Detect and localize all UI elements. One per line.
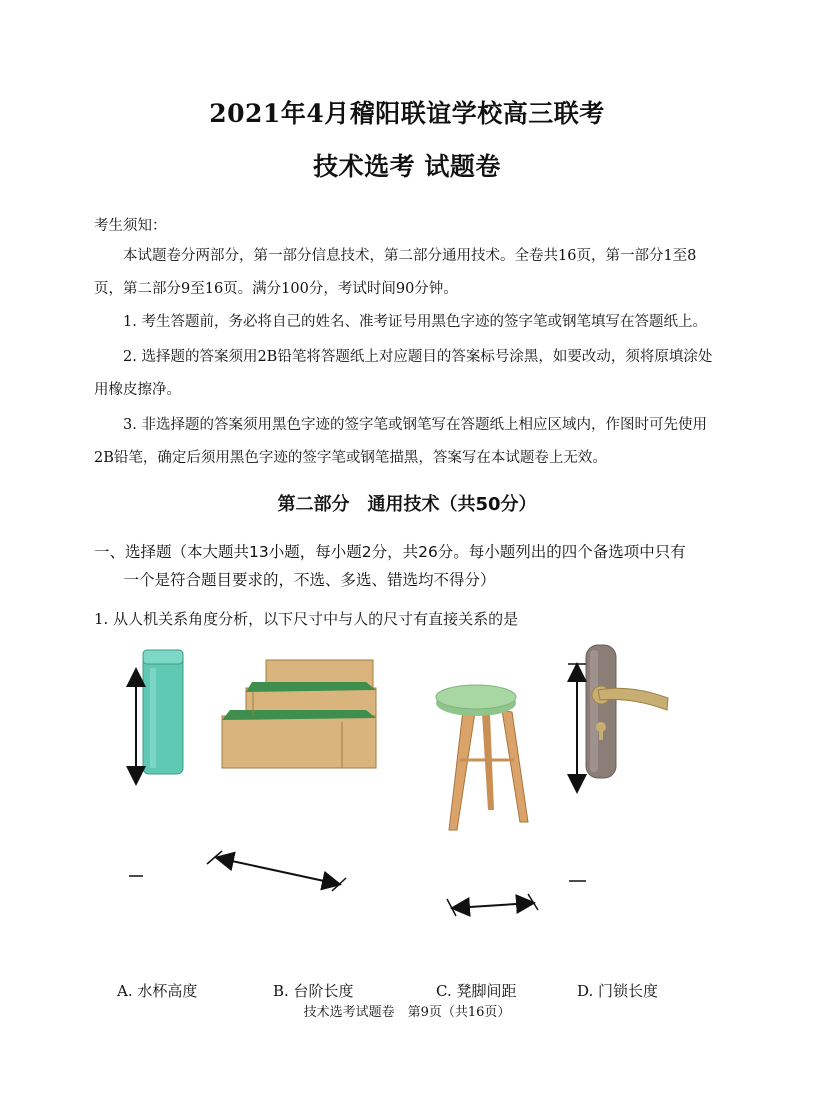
steps-figure — [207, 660, 376, 891]
exam-subtitle: 技术选考 试题卷 — [313, 152, 501, 181]
stool-leg-distance-arrow — [454, 903, 532, 908]
option-d: D. 门锁长度 — [577, 982, 659, 1000]
notice-item-1: 1. 考生答题前，务必将自己的姓名、准考证号用黑色字迹的签字笔或钢笔填写在答题纸上。 — [123, 314, 707, 330]
notice-heading: 考生须知： — [94, 218, 167, 234]
door-lock-figure — [568, 645, 668, 881]
option-b: B. 台阶长度 — [273, 982, 354, 1000]
part1-heading-line1: 一、选择题（本大题共13小题，每小题2分，共26分。每小题列出的四个备选项中只有 — [94, 543, 686, 561]
exam-title: 2021年4月稽阳联谊学校高三联考 — [209, 99, 605, 128]
section-title: 第二部分 通用技术（共50分） — [277, 494, 537, 515]
notice-item-2: 2. 选择题的答案须用2B铅笔将答题纸上对应题目的答案标号涂黑，如要改动，须将原填涂处用橡皮擦净。 — [94, 349, 713, 398]
notice-item-3: 3. 非选择题的答案须用黑色字迹的签字笔或钢笔写在答题纸上相应区域内，作图时可先使用2B铅笔，确定后须用黑色字迹的签字笔或钢笔描黑，答案写在本试题卷上无效。 — [94, 417, 707, 466]
stool-figure — [436, 685, 538, 916]
part1-heading-line2: 一个是符合题目要求的，不选、多选、错选均不得分） — [123, 571, 496, 589]
cup-figure — [129, 650, 183, 876]
steps-length-arrow — [218, 858, 338, 884]
notice-paragraph-intro: 本试题卷分两部分，第一部分信息技术，第二部分通用技术。全卷共16页，第一部分1至8页，第二部分9至16页。满分100分，考试时间90分钟。 — [94, 248, 697, 297]
question-1-stem: 1. 从人机关系角度分析，以下尺寸中与人的尺寸有直接关系的是 — [94, 610, 519, 628]
page-footer: 技术选考试题卷 第9页（共16页） — [303, 1005, 511, 1020]
option-a: A. 水杯高度 — [117, 982, 198, 1000]
option-c: C. 凳脚间距 — [436, 982, 517, 1000]
